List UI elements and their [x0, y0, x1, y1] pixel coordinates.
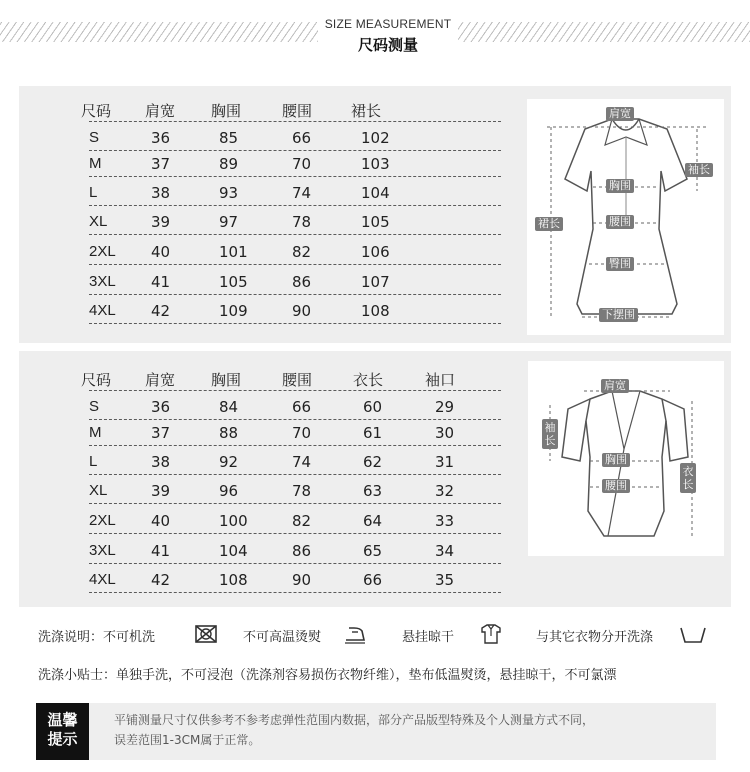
- jacket-cell: 92: [219, 453, 239, 471]
- jacket-cell: 96: [219, 482, 239, 500]
- col-bust: 胸围: [211, 371, 242, 389]
- jacket-cell: 40: [151, 512, 171, 530]
- notice-tag: [36, 703, 89, 760]
- wash-tips: 洗涤小贴士：单独手洗，不可浸泡（洗涤剂容易损伤衣物纤维），垫布低温熨烫，悬挂晾干，不可氯漂: [38, 668, 617, 683]
- jacket-cell: 39: [151, 482, 171, 500]
- jacket-label-waist: 腰围: [602, 479, 630, 493]
- dress-cell: 42: [151, 302, 171, 320]
- col-waist: 腰围: [282, 102, 313, 120]
- col-size: 尺码: [81, 102, 112, 120]
- hand-wash-icon: [678, 622, 708, 650]
- jacket-cell: 65: [363, 542, 383, 560]
- dress-cell: 39: [151, 213, 171, 231]
- jacket-cell: 86: [292, 542, 312, 560]
- dress-label-sleeve: 袖长: [685, 163, 713, 177]
- jacket-row-6: [89, 542, 501, 564]
- col-cuff: 袖口: [425, 371, 456, 389]
- jacket-cell: 42: [151, 571, 171, 589]
- jacket-cell: 66: [292, 398, 312, 416]
- jacket-cell: 74: [292, 453, 312, 471]
- dress-cell: 107: [361, 273, 390, 291]
- dress-size-panel: [19, 86, 731, 343]
- jacket-cell: 31: [435, 453, 455, 471]
- dress-cell: 78: [292, 213, 312, 231]
- dress-cell: 74: [292, 184, 312, 202]
- jacket-cell: 78: [292, 482, 312, 500]
- jacket-cell: 35: [435, 571, 455, 589]
- dress-cell: 105: [361, 213, 390, 231]
- dress-cell: 109: [219, 302, 248, 320]
- hang-dry-icon: [478, 622, 504, 650]
- dress-label-waist: 腰围: [606, 215, 634, 229]
- jacket-cell: 66: [363, 571, 383, 589]
- jacket-row-1: [89, 398, 501, 420]
- jacket-cell: 108: [219, 571, 248, 589]
- jacket-cell: 33: [435, 512, 455, 530]
- jacket-row-5: [89, 512, 501, 534]
- jacket-cell: 4XL: [89, 571, 116, 588]
- dress-cell: 40: [151, 243, 171, 261]
- notice-text: [114, 710, 704, 750]
- jacket-row-3: [89, 453, 501, 475]
- dress-cell: 38: [151, 184, 171, 202]
- dress-cell: 3XL: [89, 273, 116, 290]
- dress-cell: 90: [292, 302, 312, 320]
- col-shoulder: 肩宽: [145, 371, 176, 389]
- jacket-label-shoulder: 肩宽: [601, 379, 629, 393]
- jacket-cell: 60: [363, 398, 383, 416]
- dress-row-7: [89, 302, 501, 324]
- jacket-cell: 2XL: [89, 512, 116, 529]
- header-hatch-left: [0, 22, 318, 42]
- notice-tag-line1: 温馨: [47, 711, 78, 729]
- jacket-cell: L: [89, 453, 98, 470]
- notice-tag-line2: 提示: [47, 730, 78, 748]
- wash-hang-dry-label: 悬挂晾干: [402, 630, 455, 645]
- wash-no-iron-label: 不可高温烫熨: [243, 630, 322, 645]
- dress-cell: 4XL: [89, 302, 116, 319]
- wash-separately-label: 与其它衣物分开洗涤: [536, 630, 654, 645]
- col-waist: 腰围: [282, 371, 313, 389]
- jacket-cell: 104: [219, 542, 248, 560]
- dress-cell: XL: [89, 213, 108, 230]
- dress-cell: 86: [292, 273, 312, 291]
- col-length: 裙长: [351, 102, 382, 120]
- dress-cell: 93: [219, 184, 239, 202]
- col-length: 衣长: [353, 371, 384, 389]
- jacket-label-length: 衣长: [680, 463, 696, 493]
- dress-row-1: [89, 129, 501, 151]
- dress-table-header: [81, 100, 501, 122]
- dress-diagram: [527, 99, 724, 335]
- jacket-cell: S: [89, 398, 100, 415]
- dress-cell: 66: [292, 129, 312, 147]
- header-hatch-right: [458, 22, 750, 42]
- jacket-cell: 32: [435, 482, 455, 500]
- wash-no-machine-label: 洗涤说明：不可机洗: [38, 630, 156, 645]
- dress-row-5: [89, 243, 501, 265]
- dress-cell: 70: [292, 155, 312, 173]
- notice-line1: 平铺测量尺寸仅供参考不参考虑弹性范围内数据，部分产品版型特殊及个人测量方式不同，: [114, 713, 595, 727]
- dress-row-4: [89, 213, 501, 235]
- jacket-cell: 62: [363, 453, 383, 471]
- jacket-cell: 30: [435, 424, 455, 442]
- jacket-row-2: [89, 424, 501, 446]
- dress-cell: 101: [219, 243, 248, 261]
- jacket-cell: 3XL: [89, 542, 116, 559]
- notice-line2: 误差范围1-3CM属于正常。: [114, 733, 261, 747]
- jacket-diagram: [528, 361, 724, 556]
- dress-cell: L: [89, 184, 98, 201]
- jacket-table-header: [81, 369, 501, 391]
- jacket-cell: 88: [219, 424, 239, 442]
- jacket-row-7: [89, 571, 501, 593]
- dress-cell: 102: [361, 129, 390, 147]
- col-size: 尺码: [81, 371, 112, 389]
- dress-label-shoulder: 肩宽: [606, 107, 634, 121]
- dress-row-3: [89, 184, 501, 206]
- jacket-cell: 84: [219, 398, 239, 416]
- jacket-cell: 36: [151, 398, 171, 416]
- dress-label-hip: 臀围: [606, 257, 634, 271]
- low-iron-icon: [342, 622, 368, 650]
- dress-label-length: 裙长: [535, 217, 563, 231]
- dress-cell: M: [89, 155, 102, 172]
- dress-cell: 89: [219, 155, 239, 173]
- jacket-label-bust: 胸围: [602, 453, 630, 467]
- dress-cell: 37: [151, 155, 171, 173]
- dress-cell: 82: [292, 243, 312, 261]
- jacket-size-panel: [19, 351, 731, 607]
- jacket-cell: 70: [292, 424, 312, 442]
- jacket-label-sleeve: 袖长: [542, 419, 558, 449]
- col-shoulder: 肩宽: [145, 102, 176, 120]
- dress-cell: 97: [219, 213, 239, 231]
- dress-cell: 2XL: [89, 243, 116, 260]
- jacket-cell: 29: [435, 398, 455, 416]
- jacket-cell: 37: [151, 424, 171, 442]
- dress-cell: 105: [219, 273, 248, 291]
- dress-label-hem: 下摆围: [599, 308, 638, 322]
- jacket-cell: M: [89, 424, 102, 441]
- dress-cell: 85: [219, 129, 239, 147]
- jacket-cell: XL: [89, 482, 108, 499]
- dress-cell: 108: [361, 302, 390, 320]
- jacket-cell: 41: [151, 542, 171, 560]
- no-machine-wash-icon: [193, 622, 219, 650]
- wash-instructions: [38, 622, 728, 648]
- dress-cell: 106: [361, 243, 390, 261]
- jacket-cell: 64: [363, 512, 383, 530]
- header-title-en: SIZE MEASUREMENT: [324, 17, 452, 31]
- jacket-cell: 100: [219, 512, 248, 530]
- jacket-cell: 90: [292, 571, 312, 589]
- jacket-row-4: [89, 482, 501, 504]
- dress-cell: S: [89, 129, 100, 146]
- dress-row-2: [89, 155, 501, 177]
- header-title-cn: 尺码测量: [357, 36, 418, 54]
- col-bust: 胸围: [211, 102, 242, 120]
- dress-cell: 104: [361, 184, 390, 202]
- dress-cell: 41: [151, 273, 171, 291]
- jacket-cell: 61: [363, 424, 383, 442]
- dress-label-bust: 胸围: [606, 179, 634, 193]
- dress-cell: 36: [151, 129, 171, 147]
- jacket-cell: 34: [435, 542, 455, 560]
- dress-row-6: [89, 273, 501, 295]
- jacket-cell: 82: [292, 512, 312, 530]
- jacket-cell: 63: [363, 482, 383, 500]
- dress-cell: 103: [361, 155, 390, 173]
- jacket-cell: 38: [151, 453, 171, 471]
